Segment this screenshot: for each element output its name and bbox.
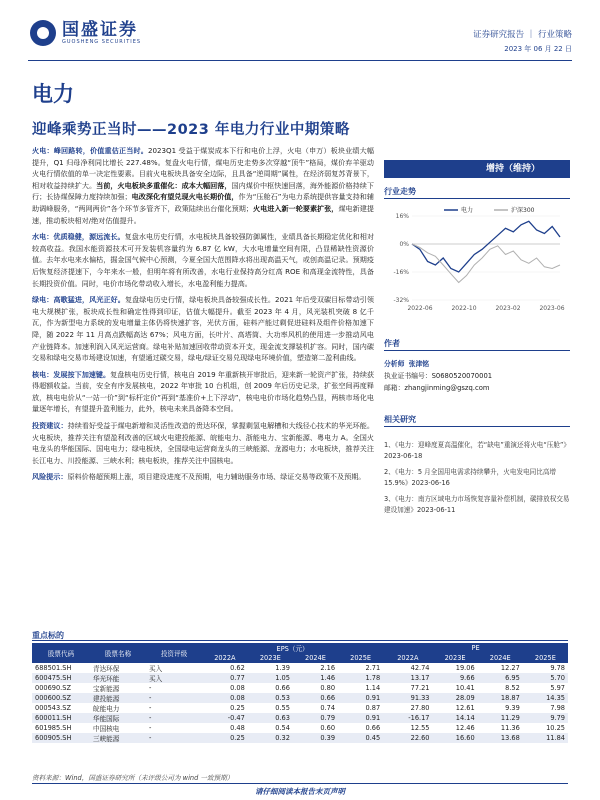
cell-eps: 0.77 bbox=[202, 673, 248, 683]
related-item[interactable]: 1、《电力：迎峰度夏高温催化，若“缺电”重演还将火电“压舱”》2023-06-18 bbox=[384, 441, 570, 460]
cell-pe: 11.84 bbox=[523, 733, 568, 743]
paragraph-hydro bbox=[32, 231, 374, 289]
year-header: 2024E bbox=[478, 653, 523, 663]
legend-label: 沪深300 bbox=[511, 207, 535, 214]
col-header-pe: PE bbox=[383, 643, 568, 653]
analyst-name: 张津铭 bbox=[408, 360, 430, 368]
cell-code: 000543.SZ bbox=[35, 703, 71, 712]
cell-eps: 1.14 bbox=[365, 683, 381, 692]
cell-eps: 0.32 bbox=[248, 733, 293, 743]
cell-pe: 27.80 bbox=[410, 703, 430, 712]
paragraph-risk bbox=[32, 471, 374, 483]
paragraph-text: 国内煤价中枢快速回落，海外能源价格持续下行；长协煤保障力度持续加强； bbox=[32, 180, 375, 202]
key-stocks-table bbox=[32, 643, 568, 743]
cell-eps: 0.74 bbox=[320, 703, 336, 712]
paragraph-lead: 风险提示： bbox=[32, 472, 68, 482]
trend-heading: 行业走势 bbox=[384, 187, 416, 196]
cell-pe: 9.39 bbox=[505, 703, 520, 712]
cell-eps: 0.91 bbox=[338, 713, 383, 723]
cell-eps: 2.71 bbox=[365, 663, 381, 672]
related-heading: 相关研究 bbox=[384, 415, 416, 424]
paragraph-lead: 投资建议： bbox=[32, 421, 68, 431]
x-tick-label: 2022-10 bbox=[451, 305, 477, 312]
cell-pe: 13.17 bbox=[383, 673, 432, 683]
paragraph-text: 复盘水电历史行情，水电板块具备较强防御属性，业绩具备长期稳定优化和相对较高收益。我国水能资源技术可开发装机容量约为 6.87 亿 kW，大水电增量空间有限，凸显稀缺性资源价值。去年水电来水偏枯，掘金国气候中心预测，今夏全国大范围降水将出现高温天气，或创高温记录。预期疫后恢复经济提速下，今年来水一般，但明年将有所改善，水电行业保持高分红高 ROE 和高现金流特性，具备长期投资价值。同时，电价市场化带动收入增长，水电盈利能力提高。 bbox=[32, 232, 375, 288]
col-header-eps: EPS（元） bbox=[202, 643, 383, 653]
cell-pe: 11.36 bbox=[500, 723, 520, 732]
cell-rating: - bbox=[149, 683, 152, 692]
cell-name: 青达环保 bbox=[93, 664, 120, 673]
brand-name-cn: 国盛证券 bbox=[62, 20, 138, 40]
table-row bbox=[32, 663, 568, 673]
cell-pe: 5.97 bbox=[550, 683, 565, 692]
report-type: 证券研究报告 ｜ 行业策略 bbox=[473, 30, 572, 40]
cell-rating: - bbox=[146, 713, 202, 723]
x-tick-label: 2023-02 bbox=[495, 305, 521, 312]
trend-chart bbox=[384, 202, 570, 320]
paragraph-nuclear bbox=[32, 369, 374, 415]
cell-pe: 14.35 bbox=[523, 693, 568, 703]
related-divider bbox=[384, 426, 570, 427]
cell-code: 000690.SZ bbox=[35, 683, 71, 692]
cell-pe: -16.17 bbox=[383, 713, 432, 723]
table-row bbox=[32, 733, 568, 743]
year-header: 2023E bbox=[433, 653, 478, 663]
cell-rating: 买入 bbox=[146, 673, 202, 683]
paragraph-thermal bbox=[32, 145, 374, 226]
cell-eps: 1.78 bbox=[338, 673, 383, 683]
key-phrase: 成本大幅回落， bbox=[181, 180, 232, 190]
paragraph-text: 作为“压舱石”为电力系统提供容量支持和辅助调峰服务，“两网两价”各个环节多管齐下，政策陆续出台催化预期； bbox=[32, 192, 375, 213]
cell-code: 601985.SH bbox=[35, 723, 72, 732]
author-heading: 作者 bbox=[384, 339, 400, 348]
brand-logo bbox=[30, 20, 141, 46]
cell-eps: 0.66 bbox=[365, 723, 381, 732]
license-label: 执业证书编号： bbox=[384, 372, 432, 380]
cell-pe: 91.33 bbox=[383, 693, 432, 703]
cell-eps: 0.80 bbox=[320, 683, 336, 692]
cell-rating: - bbox=[149, 703, 152, 712]
cell-eps: 1.05 bbox=[248, 673, 293, 683]
cell-rating: - bbox=[146, 733, 202, 743]
cell-pe: 6.95 bbox=[478, 673, 523, 683]
cell-eps: 0.25 bbox=[202, 733, 248, 743]
cell-pe: 19.06 bbox=[455, 663, 475, 672]
report-date: 2023 年 06 月 22 日 bbox=[504, 45, 572, 53]
cell-name: 三峡能源 bbox=[90, 733, 146, 743]
cell-code: 000600.SZ bbox=[32, 693, 90, 703]
paragraph-text: 持续看好受益于煤电新增和灵活性改造的贵达环保，掌握剩氢电解槽和大线径心技术的华光环能。火电板块，推荐关注有望盈利改善的区域火电建投能源、皖能电力、浙能电力、宝新能源、粤电力 A。全国火电龙头的华能国际、国电电力；绿电板块，全国绿电运营商龙头的三峡能源、龙源电力；水电板块，推荐关注长江电力、川投能源、三峡水利；核电板块，推荐关注中国核电。 bbox=[32, 421, 375, 465]
cell-eps: 1.46 bbox=[293, 673, 338, 683]
key-phrase: 电改深化有望兑现火电长期价值， bbox=[131, 192, 239, 202]
cell-eps: 0.53 bbox=[248, 693, 293, 703]
license-number: S0680520070001 bbox=[431, 372, 493, 380]
table-row bbox=[32, 703, 568, 713]
paragraph-green bbox=[32, 294, 374, 364]
cell-eps: 0.60 bbox=[320, 723, 336, 732]
table-row bbox=[32, 673, 568, 683]
col-header-name: 股票名称 bbox=[90, 643, 146, 663]
paragraph-lead: 火电：峰回路转，价值重估正当时。 bbox=[32, 146, 148, 155]
year-header: 2025E bbox=[523, 653, 568, 663]
cell-eps: 0.91 bbox=[338, 693, 383, 703]
cell-pe: 9.78 bbox=[550, 663, 565, 672]
author-divider bbox=[384, 350, 570, 351]
cell-pe: 10.41 bbox=[455, 683, 475, 692]
paragraph-lead: 绿电：高歌猛进，风光正好。 bbox=[32, 295, 125, 305]
cell-pe: 42.74 bbox=[410, 663, 430, 672]
year-header: 2022A bbox=[383, 653, 432, 663]
cell-eps: 0.39 bbox=[293, 733, 338, 743]
footer-disclaimer: 请仔细阅读本报告末页声明 bbox=[255, 787, 345, 796]
cell-eps: 0.08 bbox=[230, 683, 245, 692]
cell-pe: 22.60 bbox=[383, 733, 432, 743]
table-body bbox=[32, 663, 568, 743]
cell-eps: 2.16 bbox=[320, 663, 336, 672]
legend-label: 电力 bbox=[461, 207, 474, 214]
table-row bbox=[32, 723, 568, 733]
y-tick-label: 16% bbox=[395, 213, 409, 220]
key-phrase: 当前，火电板块多重催化： bbox=[96, 180, 182, 190]
analyst-info bbox=[384, 358, 570, 394]
year-header: 2022A bbox=[202, 653, 248, 663]
cell-pe: 9.79 bbox=[523, 713, 568, 723]
cell-eps: 0.45 bbox=[338, 733, 383, 743]
cell-name: 宝新能源 bbox=[93, 684, 120, 693]
brand-name-en: GUOSHENG SECURITIES bbox=[62, 39, 142, 45]
paragraph-investment bbox=[32, 420, 374, 466]
cell-eps: 1.39 bbox=[275, 663, 290, 672]
report-header bbox=[0, 0, 600, 62]
cell-code: 688501.SH bbox=[35, 663, 72, 672]
col-header-code: 股票代码 bbox=[32, 643, 90, 663]
cell-pe: 13.68 bbox=[478, 733, 523, 743]
related-item[interactable]: 3、《电力：南方区域电力市场恢复容量补偿机制，碳排放权交易建设加速》2023-06-11 bbox=[384, 495, 570, 514]
cell-pe: 11.29 bbox=[478, 713, 523, 723]
cell-eps: 0.54 bbox=[275, 723, 290, 732]
table-row bbox=[32, 713, 568, 723]
cell-pe: 8.52 bbox=[505, 683, 520, 692]
paragraph-text: 煤电新建提速，推动板块相对/绝对估值提升。 bbox=[32, 203, 375, 225]
cell-eps: 0.08 bbox=[202, 693, 248, 703]
cell-eps: 0.66 bbox=[275, 683, 290, 692]
cell-pe: 14.14 bbox=[433, 713, 478, 723]
y-tick-label: 0% bbox=[399, 241, 409, 248]
cell-eps: 0.66 bbox=[293, 693, 338, 703]
cell-pe: 12.46 bbox=[455, 723, 475, 732]
cell-pe: 12.55 bbox=[410, 723, 430, 732]
cell-eps: 0.62 bbox=[230, 663, 245, 672]
cell-pe: 12.27 bbox=[500, 663, 520, 672]
cell-pe: 16.60 bbox=[433, 733, 478, 743]
cell-name: 中国核电 bbox=[93, 724, 120, 733]
cell-pe: 77.21 bbox=[410, 683, 430, 692]
y-tick-label: -16% bbox=[393, 269, 409, 276]
table-source: 资料来源：Wind，国盛证券研究所（未评级公司为 wind 一致预期） bbox=[32, 774, 234, 782]
table-divider bbox=[32, 640, 568, 641]
cell-rating: 买入 bbox=[149, 664, 163, 673]
cell-rating: - bbox=[146, 693, 202, 703]
paragraph-text: 复盘绿电历史行情，绿电板块具备较强成长性。2021 年后受双碳目标带动引领电大规模扩张，板块成长性和确定性得到印证，估值大幅提升。截至 2023 年 4 月，风光装机突破 8 亿千瓦，作为新型电力系统的发电增量主体仍将快速扩容，光伏方面，硅料产能过剩促进硅料及组件价格加速下降，随 2022 年 11 月高点跌幅高达 67%；风电方面，长叶片、高塔筒、大功率风机的使用进一步推动风电产业链降本。加速利润入风光运营商。绿电补贴加速回收带动资本开支，现金流支撑装机扩容。同时，国内碳交易和绿电交易市场建设加速，有望通过碳交易，绿电/绿证交易兑现绿电环境价值，塑造第二盈利曲线。 bbox=[32, 295, 374, 363]
paragraph-text: 原料价格超预期上涨，项目建设进度不及预期，电力辅助服务市场、绿证交易等政策不及预期。 bbox=[67, 472, 366, 482]
paragraph-text: 复盘核电历史行情，核电自 2019 年重新核开审批后，迎来新一轮资产扩张，持续获得超额收益。当前，安全有序发展核电，2022 年审批 10 台机组，创 2009 年后历史记录，扩张空间再度释放，核电电价从“一站一价”到“标杆定价”再到“基准价+上下浮动”，核电电价市场化趋势凸显，两核市场化电量逐年增长，有望提升盈利能力，此外，核电未来具备降本空间。 bbox=[32, 369, 375, 414]
cell-name: 皖能电力 bbox=[93, 704, 120, 713]
email-link[interactable]: zhangjinming@gszq.com bbox=[404, 384, 490, 392]
cell-code: 600011.SH bbox=[32, 713, 90, 723]
analyst-role: 分析师 bbox=[384, 360, 405, 368]
rating-badge: 增持（维持） bbox=[384, 160, 570, 178]
year-header: 2025E bbox=[338, 653, 383, 663]
table-title: 重点标的 bbox=[32, 631, 64, 640]
cell-name: 华光环能 bbox=[90, 673, 146, 683]
table-row bbox=[32, 693, 568, 703]
cell-pe: 12.61 bbox=[455, 703, 475, 712]
x-tick-label: 2022-06 bbox=[407, 305, 433, 312]
cell-eps: 0.48 bbox=[230, 723, 245, 732]
header-divider bbox=[28, 60, 572, 61]
trend-chart-svg bbox=[384, 202, 570, 320]
cell-code: 600905.SH bbox=[32, 733, 90, 743]
trend-divider bbox=[384, 198, 570, 199]
year-header: 2024E bbox=[293, 653, 338, 663]
cell-pe: 10.25 bbox=[546, 723, 565, 732]
logo-icon bbox=[30, 20, 56, 46]
paragraph-text: 2023Q1 受益于煤炭成本下行和电价上浮，火电（申万）板块业绩大幅提升，Q1 归母净利同比增长 227.48%。复盘火电行情，煤电历史走势多次穿越“顶牛”格局，煤价弃羊驱动火电行情依值的单一决定性要素。目前火电板块具备安全边际，且具备“逆周期”属性，在经济弱复苏背景下，相对收益持续扩大。 bbox=[32, 146, 375, 190]
cell-eps: -0.47 bbox=[202, 713, 248, 723]
cell-code: 600475.SH bbox=[32, 673, 90, 683]
cell-eps: 0.79 bbox=[293, 713, 338, 723]
cell-name: 建投能源 bbox=[90, 693, 146, 703]
summary-column bbox=[32, 145, 374, 488]
footer-divider bbox=[32, 783, 568, 784]
y-tick-label: -32% bbox=[393, 297, 409, 304]
year-header: 2023E bbox=[248, 653, 293, 663]
table-row bbox=[32, 683, 568, 693]
x-tick-label: 2023-06 bbox=[539, 305, 565, 312]
cell-pe: 28.09 bbox=[433, 693, 478, 703]
sector-title: 电力 bbox=[32, 82, 74, 106]
cell-eps: 0.25 bbox=[230, 703, 245, 712]
key-phrase: 火电进入新一轮要素扩张， bbox=[252, 203, 339, 213]
paragraph-lead: 核电：发展按下加速键。 bbox=[32, 369, 111, 379]
cell-eps: 0.87 bbox=[365, 703, 381, 712]
cell-eps: 0.63 bbox=[248, 713, 293, 723]
email-label: 邮箱： bbox=[384, 384, 405, 392]
cell-name: 华能国际 bbox=[90, 713, 146, 723]
cell-rating: - bbox=[149, 723, 152, 732]
paragraph-lead: 水电：优质稳健，源远流长。 bbox=[32, 232, 125, 242]
cell-pe: 5.70 bbox=[523, 673, 568, 683]
cell-pe: 7.98 bbox=[550, 703, 565, 712]
col-header-rating: 投资评级 bbox=[146, 643, 202, 663]
related-list bbox=[384, 440, 570, 521]
cell-pe: 18.87 bbox=[478, 693, 523, 703]
cell-eps: 0.55 bbox=[275, 703, 290, 712]
report-title: 迎峰乘势正当时——2023 年电力行业中期策略 bbox=[32, 122, 350, 138]
related-item[interactable]: 2、《电力：5 月全国用电需求持续攀升，火电发电同比高增 15.9%》2023-06-16 bbox=[384, 468, 557, 487]
cell-pe: 9.66 bbox=[433, 673, 478, 683]
